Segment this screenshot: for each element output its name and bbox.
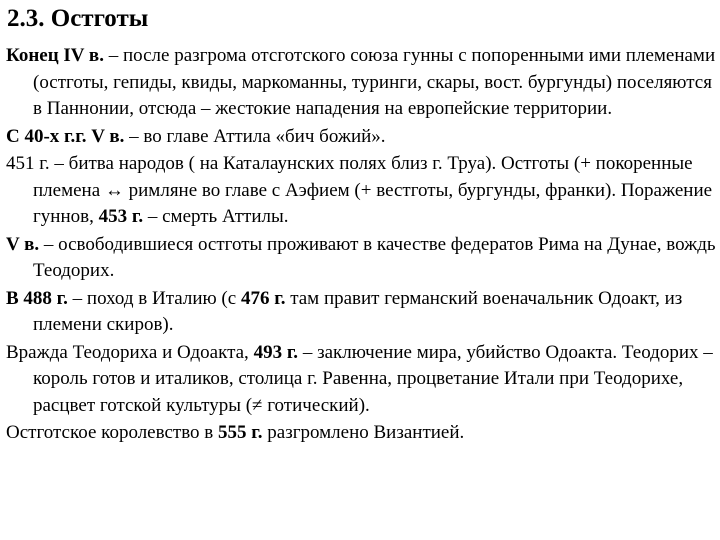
text-run: 451 г. – битва народов ( на Каталаунских полях близ г. Труа). Остготы (+ покоренные племена ↔ римляне во главе с Аэфием (+ вестготы, бургунды, франки). Поражение гуннов, bbox=[6, 153, 713, 227]
text-run: В 488 г. bbox=[6, 287, 68, 309]
paragraph-federates bbox=[6, 232, 718, 285]
text-run: разгромлено Византией. bbox=[262, 422, 465, 443]
text-run: Конец IV в. bbox=[6, 45, 104, 66]
text-run: 476 г. bbox=[240, 287, 286, 309]
text-run: – смерть Аттилы. bbox=[143, 206, 289, 227]
text-run: – во главе Аттила «бич божий». bbox=[124, 125, 386, 147]
slide-body bbox=[6, 43, 718, 448]
slide-title: 2.3. Остготы bbox=[7, 5, 149, 32]
text-run: – заключение мира, убийство Одоакта. Теодорих – король готов и италиков, столица г. Равенна, процветание Итали при Теодорихе, расцвет готской культуры (≠ готический). bbox=[33, 341, 713, 416]
paragraph-attila bbox=[6, 124, 718, 151]
text-run: – поход в Италию (с bbox=[67, 287, 241, 309]
text-run: 453 г. bbox=[98, 206, 144, 227]
text-run: Вражда Теодориха и Одоакта, bbox=[6, 341, 254, 363]
text-run: там правит германский военачальник Одоакт, из племени скиров). bbox=[33, 287, 683, 335]
paragraph-theodoric bbox=[6, 340, 718, 420]
text-run: – после разгрома отсготского союза гунны с попоренными ими племенами (остготы, гепиды, квиды, маркоманны, туринги, скары, вост. бургунды) поселяются в Паннонии, отсюда – жестокие нападения на европейские территории. bbox=[33, 45, 716, 119]
text-run: V в. bbox=[6, 233, 40, 255]
text-run: – освободившиеся остготы проживают в качестве федератов Рима на Дунае, вождь Теодорих. bbox=[33, 233, 716, 281]
paragraph-fall bbox=[6, 420, 718, 447]
text-run: 493 г. bbox=[253, 341, 299, 363]
paragraph-battle-of-nations bbox=[6, 151, 718, 231]
paragraph-italy-campaign bbox=[6, 286, 718, 339]
text-run: Остготское королевство в bbox=[6, 422, 219, 443]
paragraph-4th-century bbox=[6, 43, 718, 123]
text-run: 555 г. bbox=[218, 422, 263, 443]
text-run: С 40-х г.г. V в. bbox=[6, 125, 125, 147]
